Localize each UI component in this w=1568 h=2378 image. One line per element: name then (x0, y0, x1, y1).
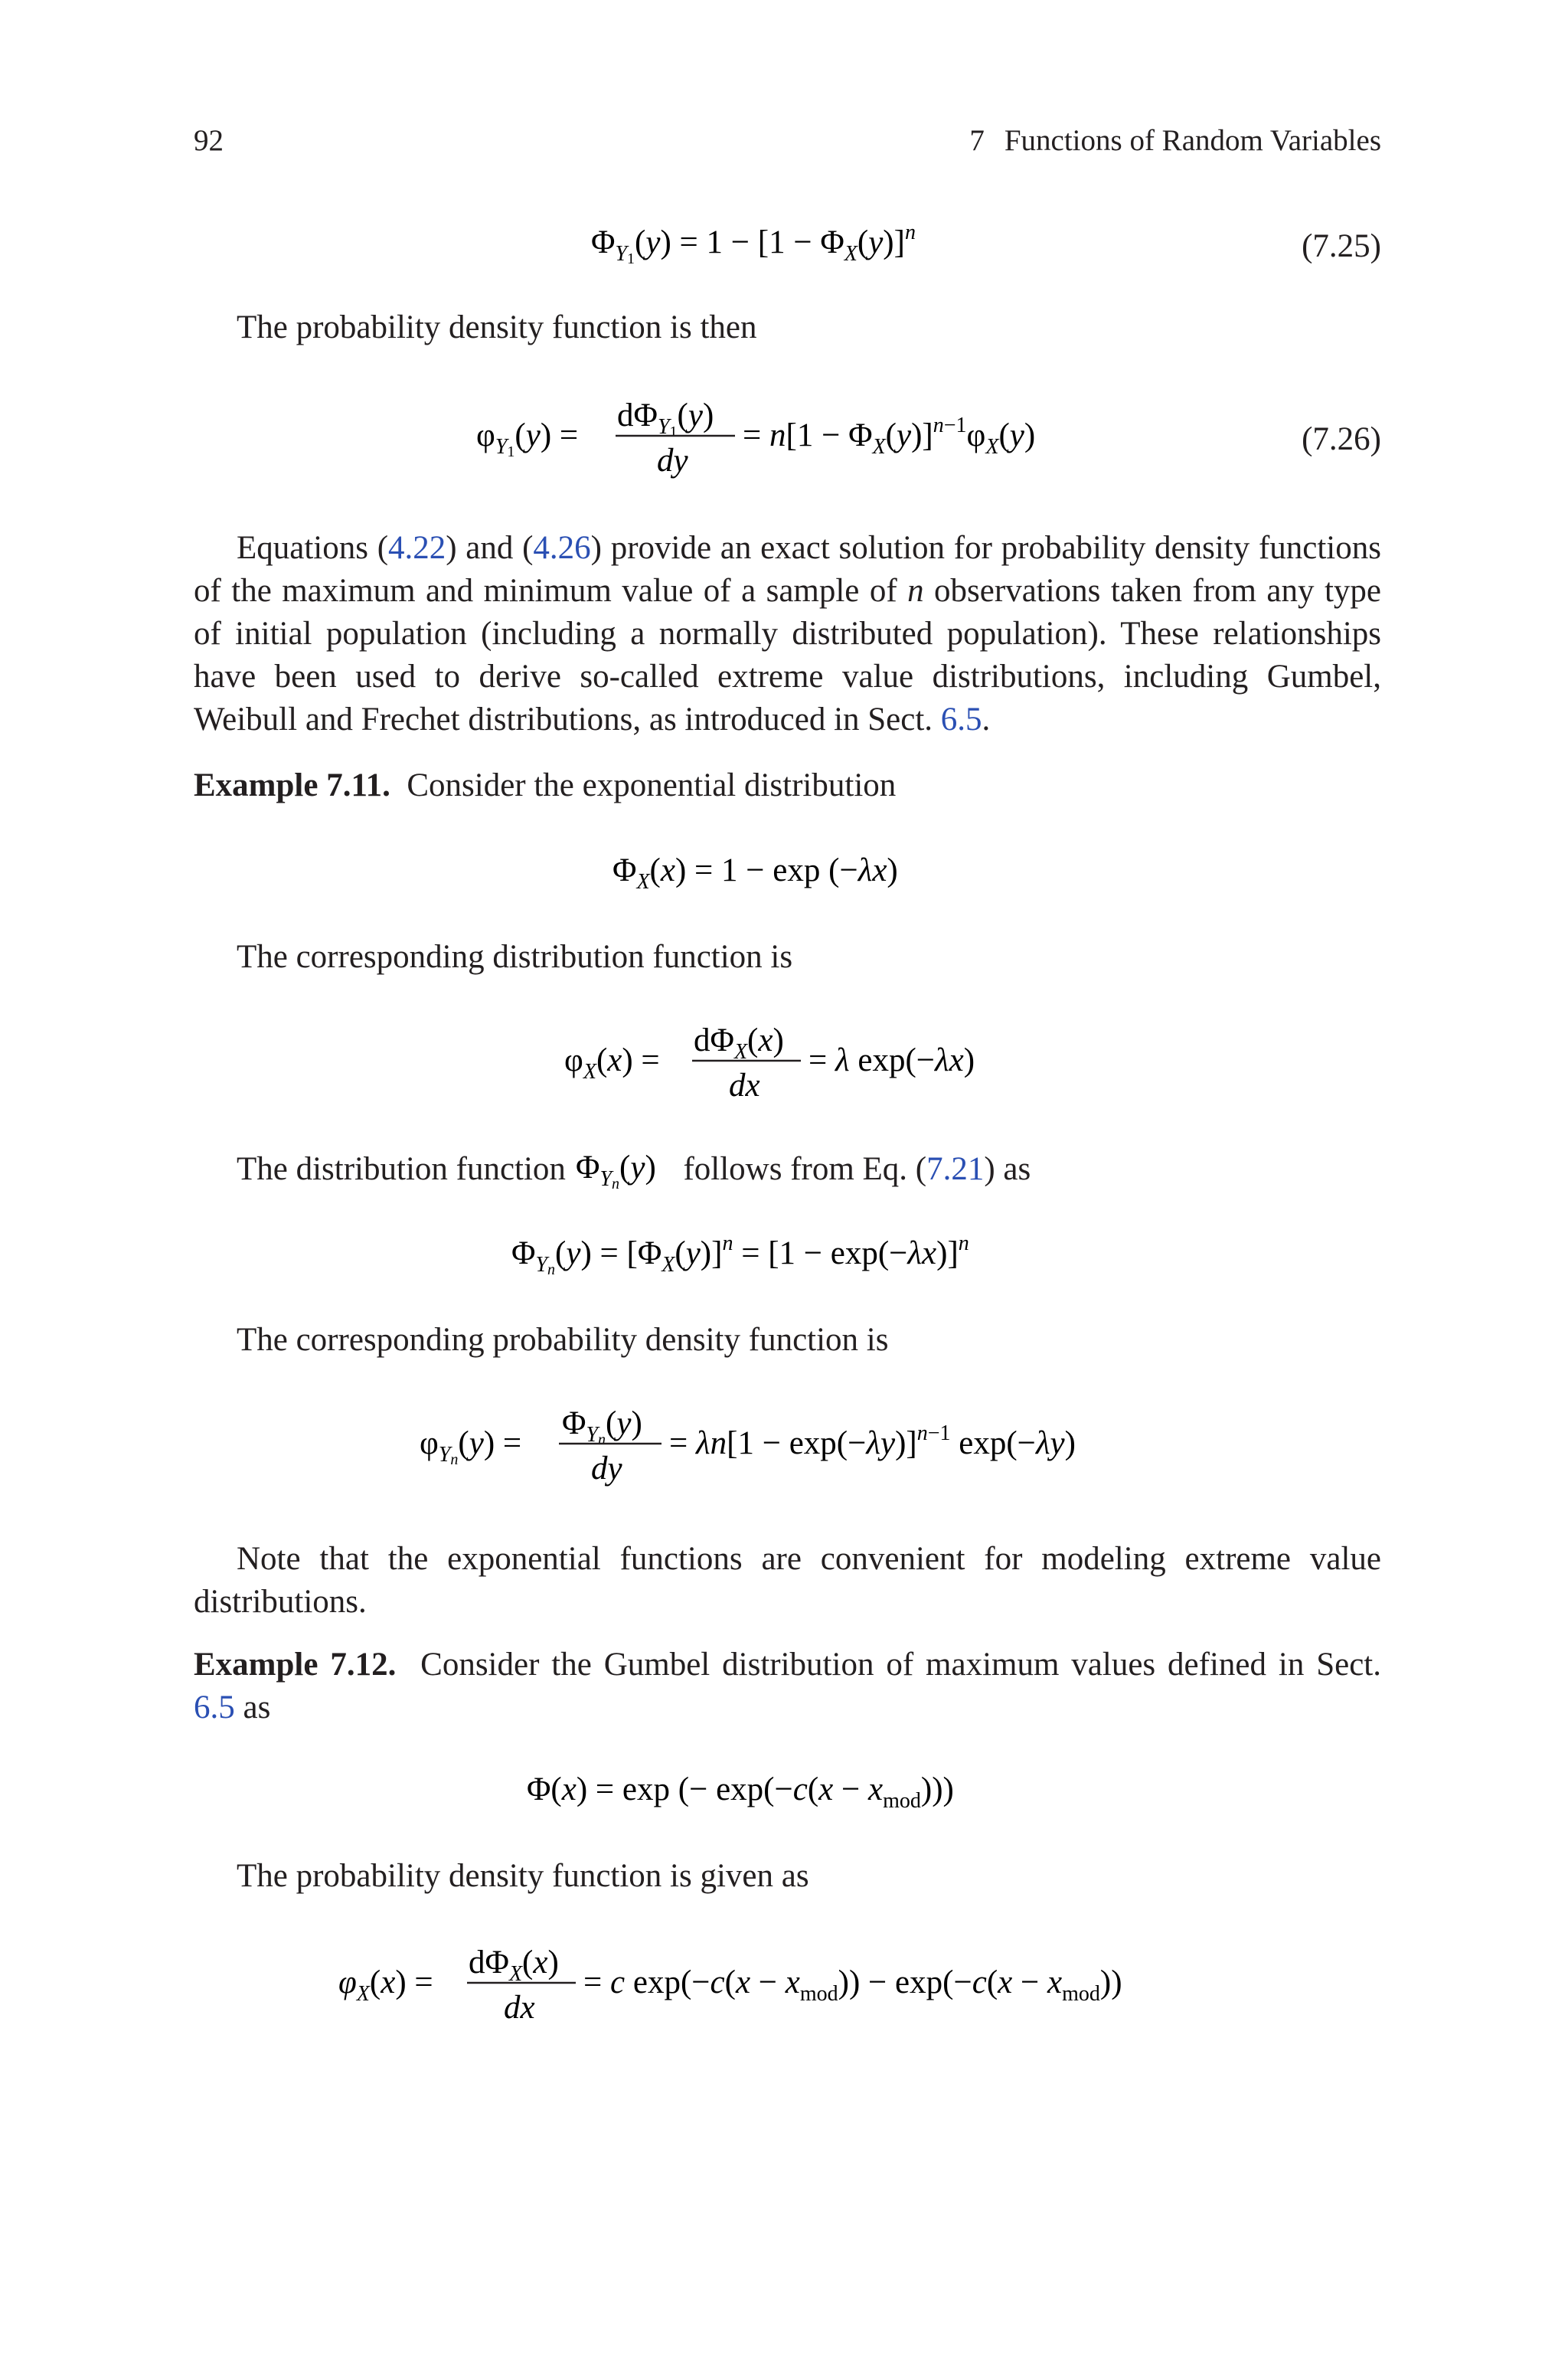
equation-7-26 (0, 391, 1568, 482)
link-eq-4-26[interactable]: 4.26 (533, 530, 591, 566)
svg-text:φX(x) =: $\varphi_X(x)$ = (564, 1042, 660, 1084)
equation-exponential-pdf-formula (0, 1016, 1568, 1107)
example-label: Example 7.12. (194, 1647, 397, 1683)
svg-text:= c exp(−c(x − xmod)) − exp(−c: = c $\exp(-c(x - x_{mod})) - \exp(-c(x - x_{mod}))$ (583, 1964, 1122, 2006)
paragraph-distribution-function: The corresponding distribution function is (237, 939, 793, 975)
svg-text:φY1(y) =: $\varphi_Y1(y)$ = (476, 417, 579, 460)
example-7-11-heading: Example 7.11. Consider the exponential distribution (194, 767, 897, 803)
equation-exponential-cdf-formula (0, 842, 1568, 904)
svg-text:ΦYn(y) = [ΦX(y)]n = [1 − exp(−: $\Phi_Yn(y) = [\Phi_X(y)]^n = [1 - \exp(-\lambda x)]^n$ (511, 1232, 969, 1278)
svg-text:dΦX(x): $d\Phi_X(x)$ (469, 1945, 559, 1986)
svg-text:φX(x) =: $\varphi_X(x)$ = (338, 1964, 433, 2006)
equation-7-25 (0, 214, 1568, 306)
paragraph-distribution-yn: The distribution function $\Phi_Yn(y)$ follows from Eq. (7.21) as (194, 1147, 1381, 1191)
svg-text:dy: dy (591, 1451, 622, 1487)
running-header (969, 123, 1381, 159)
equation-gumbel-cdf-formula (0, 1761, 1568, 1823)
equation-yn-pdf-formula (0, 1392, 1568, 1492)
svg-text:= n[1 − ΦX(y)]n−1φX(y): = $n[1 - \Phi_X(y)]^{n-1}\varphi_X(y)$ (743, 414, 1036, 459)
svg-text:φYn(y) =: $\varphi_Yn(y)$ = (420, 1425, 522, 1468)
svg-text:= λ exp(−λx): = λ exp(−λx) (808, 1042, 975, 1078)
paragraph-gumbel-density: The probability density function is given as (237, 1858, 809, 1894)
equation-gumbel-cdf (0, 1761, 1568, 1853)
equation-yn-pdf (0, 1392, 1568, 1487)
svg-text:ΦYn(y): $\Phi_Yn(y)$ (562, 1405, 642, 1448)
svg-text:dy: dy (657, 443, 688, 479)
equation-yn-cdf-formula (0, 1225, 1568, 1287)
paragraph-note-exponential: Note that the exponential functions are convenient for modeling extreme value distributions. (194, 1541, 1381, 1620)
equation-yn-cdf (0, 1225, 1568, 1317)
link-eq-4-22[interactable]: 4.22 (388, 530, 446, 566)
paragraph-exact-solution: Equations (4.22) and (4.26) provide an exact solution for probability density functions of the maximum and minimum value of a sample of n observations taken from any type of initial population (including a normally distributed population). These relationships have been used to derive so-called extreme value distributions, including Gumbel, Weibull and Frechet distributions, as introduced in Sect. 6.5. (194, 530, 1381, 738)
svg-text:ΦX(x) = 1 − exp (−λx): $\Phi_X(x) = 1 - \exp (-\lambda x)$ (612, 852, 898, 894)
equation-number: (7.25) (1302, 228, 1381, 264)
svg-text:ΦY1(y) = 1 − [1 − ΦX(y)]n: $\Phi_Y1(y) = 1 - [1 - \Phi_X(y)]^n$ (591, 221, 916, 267)
equation-number: (7.26) (1302, 421, 1381, 457)
chapter-number: 7 (969, 124, 985, 157)
svg-text:ΦYn(y): $\Phi_Yn(y)$ (575, 1150, 656, 1190)
example-label: Example 7.11. (194, 767, 390, 803)
paragraph-density-then: The probability density function is then (237, 309, 757, 345)
svg-text:dΦY1(y): $d\Phi_Y1(y)$ (617, 397, 714, 440)
svg-text:Φ(x) = exp (− exp(−c(x − xmod): Φ(x) = exp (− $\exp(-c(x - x_{mod}))$) (527, 1771, 954, 1813)
svg-text:dx: dx (729, 1068, 760, 1104)
equation-gumbel-pdf-formula (0, 1938, 1568, 2037)
page-number: 92 (194, 124, 224, 157)
svg-text:= λn[1 − exp(−λy)]n−1 exp(−λy): = $\lambda n[1 - \exp(-\lambda y)]^{n-1}$ exp(−λy) (669, 1421, 1076, 1461)
svg-text:dx: dx (504, 1990, 535, 2026)
equation-exponential-cdf (0, 842, 1568, 934)
equation-exponential-pdf (0, 1016, 1568, 1107)
paragraph-corresponding-density: The corresponding probability density function is (237, 1322, 889, 1358)
svg-text:dΦX(x): $d\Phi_X(x)$ (694, 1022, 784, 1064)
link-sect-6-5[interactable]: 6.5 (940, 702, 982, 738)
inline-math-phi-yn (574, 1147, 675, 1190)
example-7-12-heading: Example 7.12. Consider the Gumbel distribution of maximum values defined in Sect. 6.5 as (194, 1647, 1382, 1725)
link-eq-7-21[interactable]: 7.21 (926, 1151, 985, 1187)
link-sect-6-5-b[interactable]: 6.5 (194, 1689, 235, 1725)
chapter-title: Functions of Random Variables (1004, 124, 1381, 157)
equation-gumbel-pdf (0, 1938, 1568, 2030)
